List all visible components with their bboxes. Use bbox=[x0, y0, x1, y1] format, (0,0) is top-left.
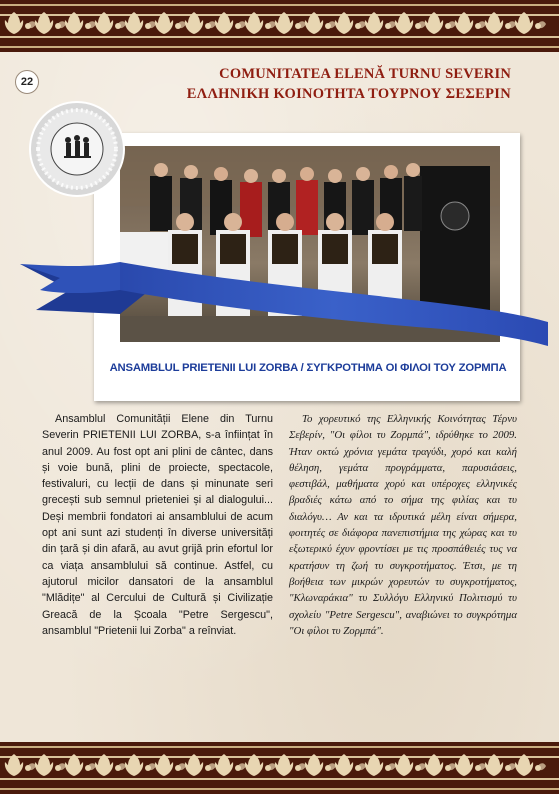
ensemble-banner-label: ANSAMBLUL PRIETENII LUI ZORBA / ΣΥΓΚΡΟΤΗΜΑ ΟΙ ΦΙΛΟΙ ΤΟΥ ΖΟΡΜΠΑ bbox=[109, 362, 507, 374]
palmette-border-icon bbox=[0, 0, 559, 52]
bottom-ornament-border bbox=[0, 742, 559, 794]
top-ornament-border bbox=[0, 0, 559, 52]
page-title-romanian: COMUNITATEA ELENĂ TURNU SEVERIN bbox=[219, 66, 511, 82]
palmette-border-icon bbox=[0, 742, 559, 794]
page-title-greek: ΕΛΛΗΝΙΚΗ ΚΟΙΝΟΤΗΤΑ ΤΟΥΡΝΟΥ ΣΕΣΕΡΙΝ bbox=[186, 86, 511, 102]
ensemble-seal-icon bbox=[28, 100, 126, 198]
page-number: 22 bbox=[15, 70, 39, 94]
article-text-greek: Το χορευτικό της Ελληνικής Κοινότητας Τέρνυ Σεβερίν, "Οι φίλοι τυ Ζορμπά", ιδρύθηκε το 2009. Ήταν οκτώ χρόνια γεμάτα τραγύδι, χορό και καλή θέληση, γεμάτα προγράμματα, παρυσιάσεις, φεστιβάλ, μαθήματα χορύ και υπέροχες ελληνικές βραδιές κάτω από το σήμα της φιλίας και τυ διαλόγυ… Αν και τα ιδρυτικά μέλη είναι σήμερα, φοιτητές σε διάφορα πανεπιστήμια της χώρας και τυ εξωτερικύ έχυν φροντίσει με τις προσπάθειές τυς να κρατήσυν τη ζωή τυ συγκροτήματος. Έτσι, με τη βοήθεια των μικρών χορευτών τυ συγκροτήματος, "Κλωναράκια" τυ Συλλόγυ Ελληνικύ Πολιτισμύ τυ σχολείυ "Petre Sergescu", αναβιώνει το συγκρότημα "Οι φίλοι τυ Ζορμπά". bbox=[289, 413, 517, 637]
article-text-romanian: Ansamblul Comunității Elene din Turnu Severin PRIETENII LUI ZORBA, s-a înființat în anul 2009. Au fost opt ani plini de cântec, dans și voie bună, plini de proiecte, spectacole, festivaluri, cu lecții de dans și minunate seri grecești sub semnul prieteniei și al dialogului... Deși membrii fondatori ai ansamblului de acum opt ani sunt azi studenți în diverse universități din țară și din afară, au avut grijă prin efortul lor ca viața ansamblului să continue. Astfel, cu ajutorul micilor dansatori de la ansamblul "Mlădițe" al Cercului de Cultură și Civilizație Greacă de la Școala "Petre Sergescu", ansamblul "Prietenii lui Zorba" a reînviat. bbox=[42, 413, 273, 637]
